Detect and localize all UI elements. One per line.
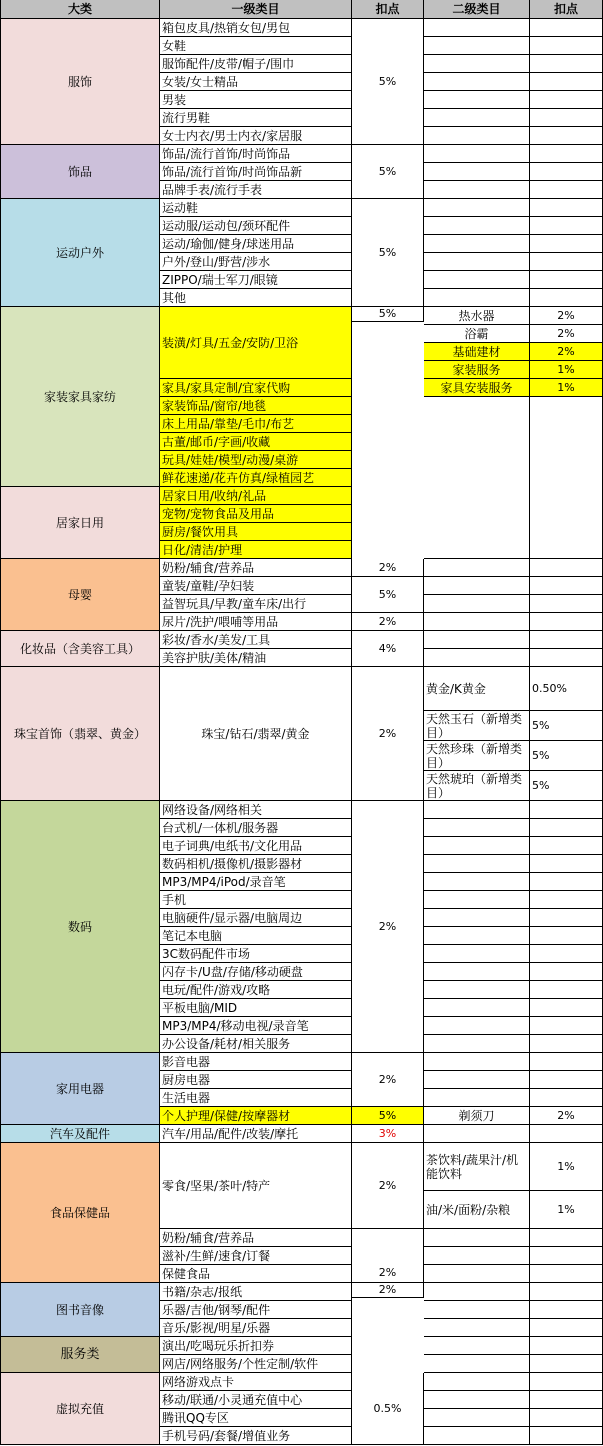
level2-empty <box>424 1035 530 1053</box>
level1-item: 玩具/娃娃/模型/动漫/桌游 <box>160 451 352 469</box>
level2-empty <box>424 613 530 631</box>
level1-item: 床上用品/靠垫/毛巾/布艺 <box>160 415 352 433</box>
level1-item: 童装/童鞋/孕妇装 <box>160 577 352 595</box>
level2-empty <box>424 963 530 981</box>
level1-item: 汽车/用品/配件/改装/摩托 <box>160 1125 352 1143</box>
level2-empty <box>424 1053 530 1071</box>
level1-item: 平板电脑/MID <box>160 999 352 1017</box>
level2-rate: 5% <box>530 741 603 771</box>
level1-item: 运动/瑜伽/健身/球迷用品 <box>160 235 352 253</box>
level2-empty <box>424 109 530 127</box>
level2-empty <box>424 19 530 37</box>
level2-empty <box>424 1017 530 1035</box>
level2-empty <box>424 1409 530 1427</box>
level2-empty <box>424 819 530 837</box>
level1-item: 个人护理/保健/按摩器材 <box>160 1107 352 1125</box>
level2-empty <box>424 253 530 271</box>
level1-item: 运动鞋 <box>160 199 352 217</box>
level2-empty <box>530 1337 603 1355</box>
header-category: 大类 <box>0 0 160 19</box>
level2-empty <box>424 181 530 199</box>
level1-item: 鲜花速递/花卉仿真/绿植园艺 <box>160 469 352 487</box>
header-rate1: 扣点 <box>352 0 424 19</box>
level2-empty <box>530 631 603 649</box>
level2-item: 天然珍珠（新增类目） <box>424 741 530 771</box>
level2-empty <box>530 1409 603 1427</box>
level2-empty <box>530 235 603 253</box>
level2-empty <box>530 109 603 127</box>
level2-empty <box>424 559 530 577</box>
level1-item: 手机号码/套餐/增值业务 <box>160 1427 352 1445</box>
level2-item: 剃须刀 <box>424 1107 530 1125</box>
level2-empty <box>530 37 603 55</box>
level2-empty <box>530 253 603 271</box>
level2-empty <box>424 1125 530 1143</box>
level2-empty <box>530 91 603 109</box>
level2-empty <box>424 1247 530 1265</box>
level2-empty <box>530 1053 603 1071</box>
level1-item: 数码相机/摄像机/摄影器材 <box>160 855 352 873</box>
level1-item: 移动/联通/小灵通充值中心 <box>160 1391 352 1409</box>
level2-empty <box>424 577 530 595</box>
category-cell: 虚拟充值 <box>0 1373 160 1445</box>
level2-item: 家装服务 <box>424 361 530 379</box>
level2-rate: 1% <box>530 1143 603 1191</box>
level1-item: 饰品/流行首饰/时尚饰品 <box>160 145 352 163</box>
level1-rate: 3% <box>352 1125 424 1143</box>
level1-item: 办公设备/耗材/相关服务 <box>160 1035 352 1053</box>
category-cell: 家用电器 <box>0 1053 160 1125</box>
level1-item: 男装 <box>160 91 352 109</box>
level2-empty <box>424 1229 530 1247</box>
level2-empty <box>424 837 530 855</box>
level1-item: 流行男鞋 <box>160 109 352 127</box>
level2-rate: 1% <box>530 1191 603 1229</box>
level2-rate: 5% <box>530 771 603 801</box>
level1-item: 笔记本电脑 <box>160 927 352 945</box>
level1-rate: 0.5% <box>352 1373 424 1445</box>
level2-item: 浴霸 <box>424 325 530 343</box>
level2-empty <box>530 1427 603 1445</box>
level1-rate: 2% <box>352 613 424 631</box>
level2-empty <box>530 1017 603 1035</box>
level1-item: MP3/MP4/iPod/录音笔 <box>160 873 352 891</box>
level1-rate: 2% <box>352 1229 424 1283</box>
level1-rate: 4% <box>352 631 424 667</box>
level2-empty <box>530 1247 603 1265</box>
level2-empty <box>424 163 530 181</box>
level2-empty <box>424 927 530 945</box>
category-cell: 居家日用 <box>0 487 160 559</box>
level2-empty <box>424 999 530 1017</box>
level1-item: 滋补/生鲜/速食/订餐 <box>160 1247 352 1265</box>
level2-empty <box>530 217 603 235</box>
level2-empty <box>530 945 603 963</box>
level2-empty <box>424 145 530 163</box>
level2-empty <box>530 163 603 181</box>
level2-empty <box>424 217 530 235</box>
category-cell: 运动户外 <box>0 199 160 307</box>
level2-empty <box>530 271 603 289</box>
level2-empty <box>530 909 603 927</box>
level1-item: 音乐/影视/明星/乐器 <box>160 1319 352 1337</box>
level2-empty <box>424 1089 530 1107</box>
level2-rate: 2% <box>530 307 603 325</box>
level2-empty <box>530 873 603 891</box>
level2-empty <box>530 801 603 819</box>
level2-empty <box>530 649 603 667</box>
level2-empty <box>424 1427 530 1445</box>
level2-empty <box>424 289 530 307</box>
level1-item: 珠宝/钻石/翡翠/黄金 <box>160 667 352 801</box>
level1-item: 美容护肤/美体/精油 <box>160 649 352 667</box>
level1-item: 女鞋 <box>160 37 352 55</box>
level1-item: 居家日用/收纳/礼品 <box>160 487 352 505</box>
level2-empty <box>530 577 603 595</box>
category-cell: 服饰 <box>0 19 160 145</box>
level2-empty <box>424 397 530 559</box>
level1-item: 书籍/杂志/报纸 <box>160 1283 352 1301</box>
category-cell: 服务类 <box>0 1337 160 1373</box>
level1-item: 户外/登山/野营/涉水 <box>160 253 352 271</box>
category-cell: 珠宝首饰（翡翠、黄金） <box>0 667 160 801</box>
level1-item: 品牌手表/流行手表 <box>160 181 352 199</box>
level2-rate: 2% <box>530 325 603 343</box>
level2-empty <box>424 1283 530 1301</box>
level2-empty <box>530 73 603 91</box>
level2-empty <box>424 649 530 667</box>
level2-empty <box>530 199 603 217</box>
level2-item: 天然玉石（新增类目） <box>424 711 530 741</box>
level2-empty <box>424 1391 530 1409</box>
category-cell: 饰品 <box>0 145 160 199</box>
level1-item: 女装/女士精品 <box>160 73 352 91</box>
level2-empty <box>424 271 530 289</box>
level1-rate: 2% <box>352 801 424 1053</box>
level2-empty <box>424 199 530 217</box>
level1-item: 手机 <box>160 891 352 909</box>
level2-item: 家具安装服务 <box>424 379 530 397</box>
level1-rate: 5% <box>352 145 424 199</box>
level2-rate: 5% <box>530 711 603 741</box>
level2-empty <box>424 1337 530 1355</box>
level2-empty <box>530 819 603 837</box>
category-cell: 图书音像 <box>0 1283 160 1337</box>
level2-empty <box>530 1089 603 1107</box>
level2-empty <box>424 981 530 999</box>
level1-item: 网店/网络服务/个性定制/软件 <box>160 1355 352 1373</box>
level1-item: 电玩/配件/游戏/攻略 <box>160 981 352 999</box>
level2-empty <box>530 1283 603 1301</box>
level1-item: 宠物/宠物食品及用品 <box>160 505 352 523</box>
level2-item: 基础建材 <box>424 343 530 361</box>
level1-item: 其他 <box>160 289 352 307</box>
level2-item: 天然琥珀（新增类目） <box>424 771 530 801</box>
level1-item: 生活电器 <box>160 1089 352 1107</box>
level1-item: 奶粉/辅食/营养品 <box>160 1229 352 1247</box>
level2-rate: 2% <box>530 343 603 361</box>
level2-empty <box>530 289 603 307</box>
level1-item: 乐器/吉他/钢琴/配件 <box>160 1301 352 1319</box>
level2-empty <box>424 945 530 963</box>
level2-empty <box>530 1125 603 1143</box>
level2-empty <box>530 559 603 577</box>
level2-empty <box>530 1373 603 1391</box>
level1-item: 厨房/餐饮用具 <box>160 523 352 541</box>
level2-empty <box>530 1071 603 1089</box>
level2-empty <box>530 127 603 145</box>
level2-empty <box>530 1229 603 1247</box>
level2-empty <box>530 1391 603 1409</box>
level2-empty <box>530 891 603 909</box>
level1-rate: 2% <box>352 1143 424 1229</box>
level2-empty <box>424 127 530 145</box>
header-rate2: 扣点 <box>530 0 603 19</box>
level2-empty <box>424 801 530 819</box>
level2-empty <box>424 1373 530 1391</box>
level2-rate: 1% <box>530 361 603 379</box>
level2-empty <box>530 595 603 613</box>
level1-item: 尿片/洗护/喂哺等用品 <box>160 613 352 631</box>
level2-empty <box>424 1355 530 1373</box>
level2-empty <box>530 963 603 981</box>
category-cell: 化妆品（含美容工具） <box>0 631 160 667</box>
level1-item: 奶粉/辅食/营养品 <box>160 559 352 577</box>
level2-rate: 0.50% <box>530 667 603 711</box>
level1-item: 网络游戏点卡 <box>160 1373 352 1391</box>
level2-empty <box>424 909 530 927</box>
level1-rate: 5% <box>352 577 424 613</box>
level1-item: 3C数码配件市场 <box>160 945 352 963</box>
level1-item: 影音电器 <box>160 1053 352 1071</box>
level1-item: 闪存卡/U盘/存储/移动硬盘 <box>160 963 352 981</box>
level2-empty <box>424 1301 530 1319</box>
level2-empty <box>530 397 603 559</box>
level1-item: MP3/MP4/移动电视/录音笔 <box>160 1017 352 1035</box>
level2-empty <box>530 837 603 855</box>
level2-empty <box>530 927 603 945</box>
level2-item: 热水器 <box>424 307 530 325</box>
level2-empty <box>424 595 530 613</box>
level1-item: 彩妆/香水/美发/工具 <box>160 631 352 649</box>
level2-item: 茶饮料/蔬果汁/机能饮料 <box>424 1143 530 1191</box>
level2-item: 黄金/K黄金 <box>424 667 530 711</box>
level2-empty <box>530 855 603 873</box>
level2-empty <box>530 55 603 73</box>
level1-rate: 5% <box>352 1107 424 1125</box>
level1-item: 箱包皮具/热销女包/男包 <box>160 19 352 37</box>
level1-rate: 5% <box>352 307 424 322</box>
level2-rate: 1% <box>530 379 603 397</box>
level2-empty <box>424 37 530 55</box>
level1-rate: 2% <box>352 1053 424 1107</box>
level2-empty <box>530 1265 603 1283</box>
level2-item: 油/米/面粉/杂粮 <box>424 1191 530 1229</box>
level1-item: 运动服/运动包/颈环配件 <box>160 217 352 235</box>
level1-item: 家装饰品/窗帘/地毯 <box>160 397 352 415</box>
level2-empty <box>424 1319 530 1337</box>
level2-empty <box>530 1301 603 1319</box>
category-cell: 汽车及配件 <box>0 1125 160 1143</box>
level2-empty <box>530 181 603 199</box>
level2-empty <box>530 19 603 37</box>
level1-item: 日化/清洁/护理 <box>160 541 352 559</box>
level1-rate: 2% <box>352 1283 424 1298</box>
level1-item: 腾讯QQ专区 <box>160 1409 352 1427</box>
level1-item: 电子词典/电纸书/文化用品 <box>160 837 352 855</box>
level2-empty <box>424 55 530 73</box>
level1-item: 服饰配件/皮带/帽子/围巾 <box>160 55 352 73</box>
level1-item: 厨房电器 <box>160 1071 352 1089</box>
level2-empty <box>424 891 530 909</box>
level2-empty <box>424 855 530 873</box>
level1-item: 网络设备/网络相关 <box>160 801 352 819</box>
level2-empty <box>424 631 530 649</box>
category-cell: 家装家具家纺 <box>0 307 160 487</box>
level2-empty <box>424 1265 530 1283</box>
level1-item: 演出/吃喝玩乐折扣券 <box>160 1337 352 1355</box>
level1-item: 装潢/灯具/五金/安防/卫浴 <box>160 307 352 379</box>
level1-item: 饰品/流行首饰/时尚饰品新 <box>160 163 352 181</box>
category-cell: 食品保健品 <box>0 1143 160 1283</box>
level1-item: 益智玩具/早教/童车床/出行 <box>160 595 352 613</box>
category-cell: 母婴 <box>0 559 160 631</box>
level2-empty <box>424 1071 530 1089</box>
level2-empty <box>530 613 603 631</box>
level2-empty <box>530 1355 603 1373</box>
level2-empty <box>530 145 603 163</box>
level2-empty <box>424 91 530 109</box>
level1-item: ZIPPO/瑞士军刀/眼镜 <box>160 271 352 289</box>
level1-rate: 5% <box>352 19 424 145</box>
level1-rate: 2% <box>352 559 424 577</box>
level1-item: 电脑硬件/显示器/电脑周边 <box>160 909 352 927</box>
level2-empty <box>424 873 530 891</box>
level1-item: 古董/邮币/字画/收藏 <box>160 433 352 451</box>
level2-empty <box>424 235 530 253</box>
header-level1: 一级类目 <box>160 0 352 19</box>
level2-empty <box>530 981 603 999</box>
header-level2: 二级类目 <box>424 0 530 19</box>
level2-rate: 2% <box>530 1107 603 1125</box>
level1-rate: 2% <box>352 667 424 801</box>
level1-item: 女士内衣/男士内衣/家居服 <box>160 127 352 145</box>
level1-item: 保健食品 <box>160 1265 352 1283</box>
level1-item: 台式机/一体机/服务器 <box>160 819 352 837</box>
category-cell: 数码 <box>0 801 160 1053</box>
level2-empty <box>530 1319 603 1337</box>
level2-empty <box>530 999 603 1017</box>
level2-empty <box>530 1035 603 1053</box>
level1-rate: 5% <box>352 199 424 307</box>
level2-empty <box>424 73 530 91</box>
level1-item: 家具/家具定制/宜家代购 <box>160 379 352 397</box>
level1-item: 零食/坚果/茶叶/特产 <box>160 1143 352 1229</box>
